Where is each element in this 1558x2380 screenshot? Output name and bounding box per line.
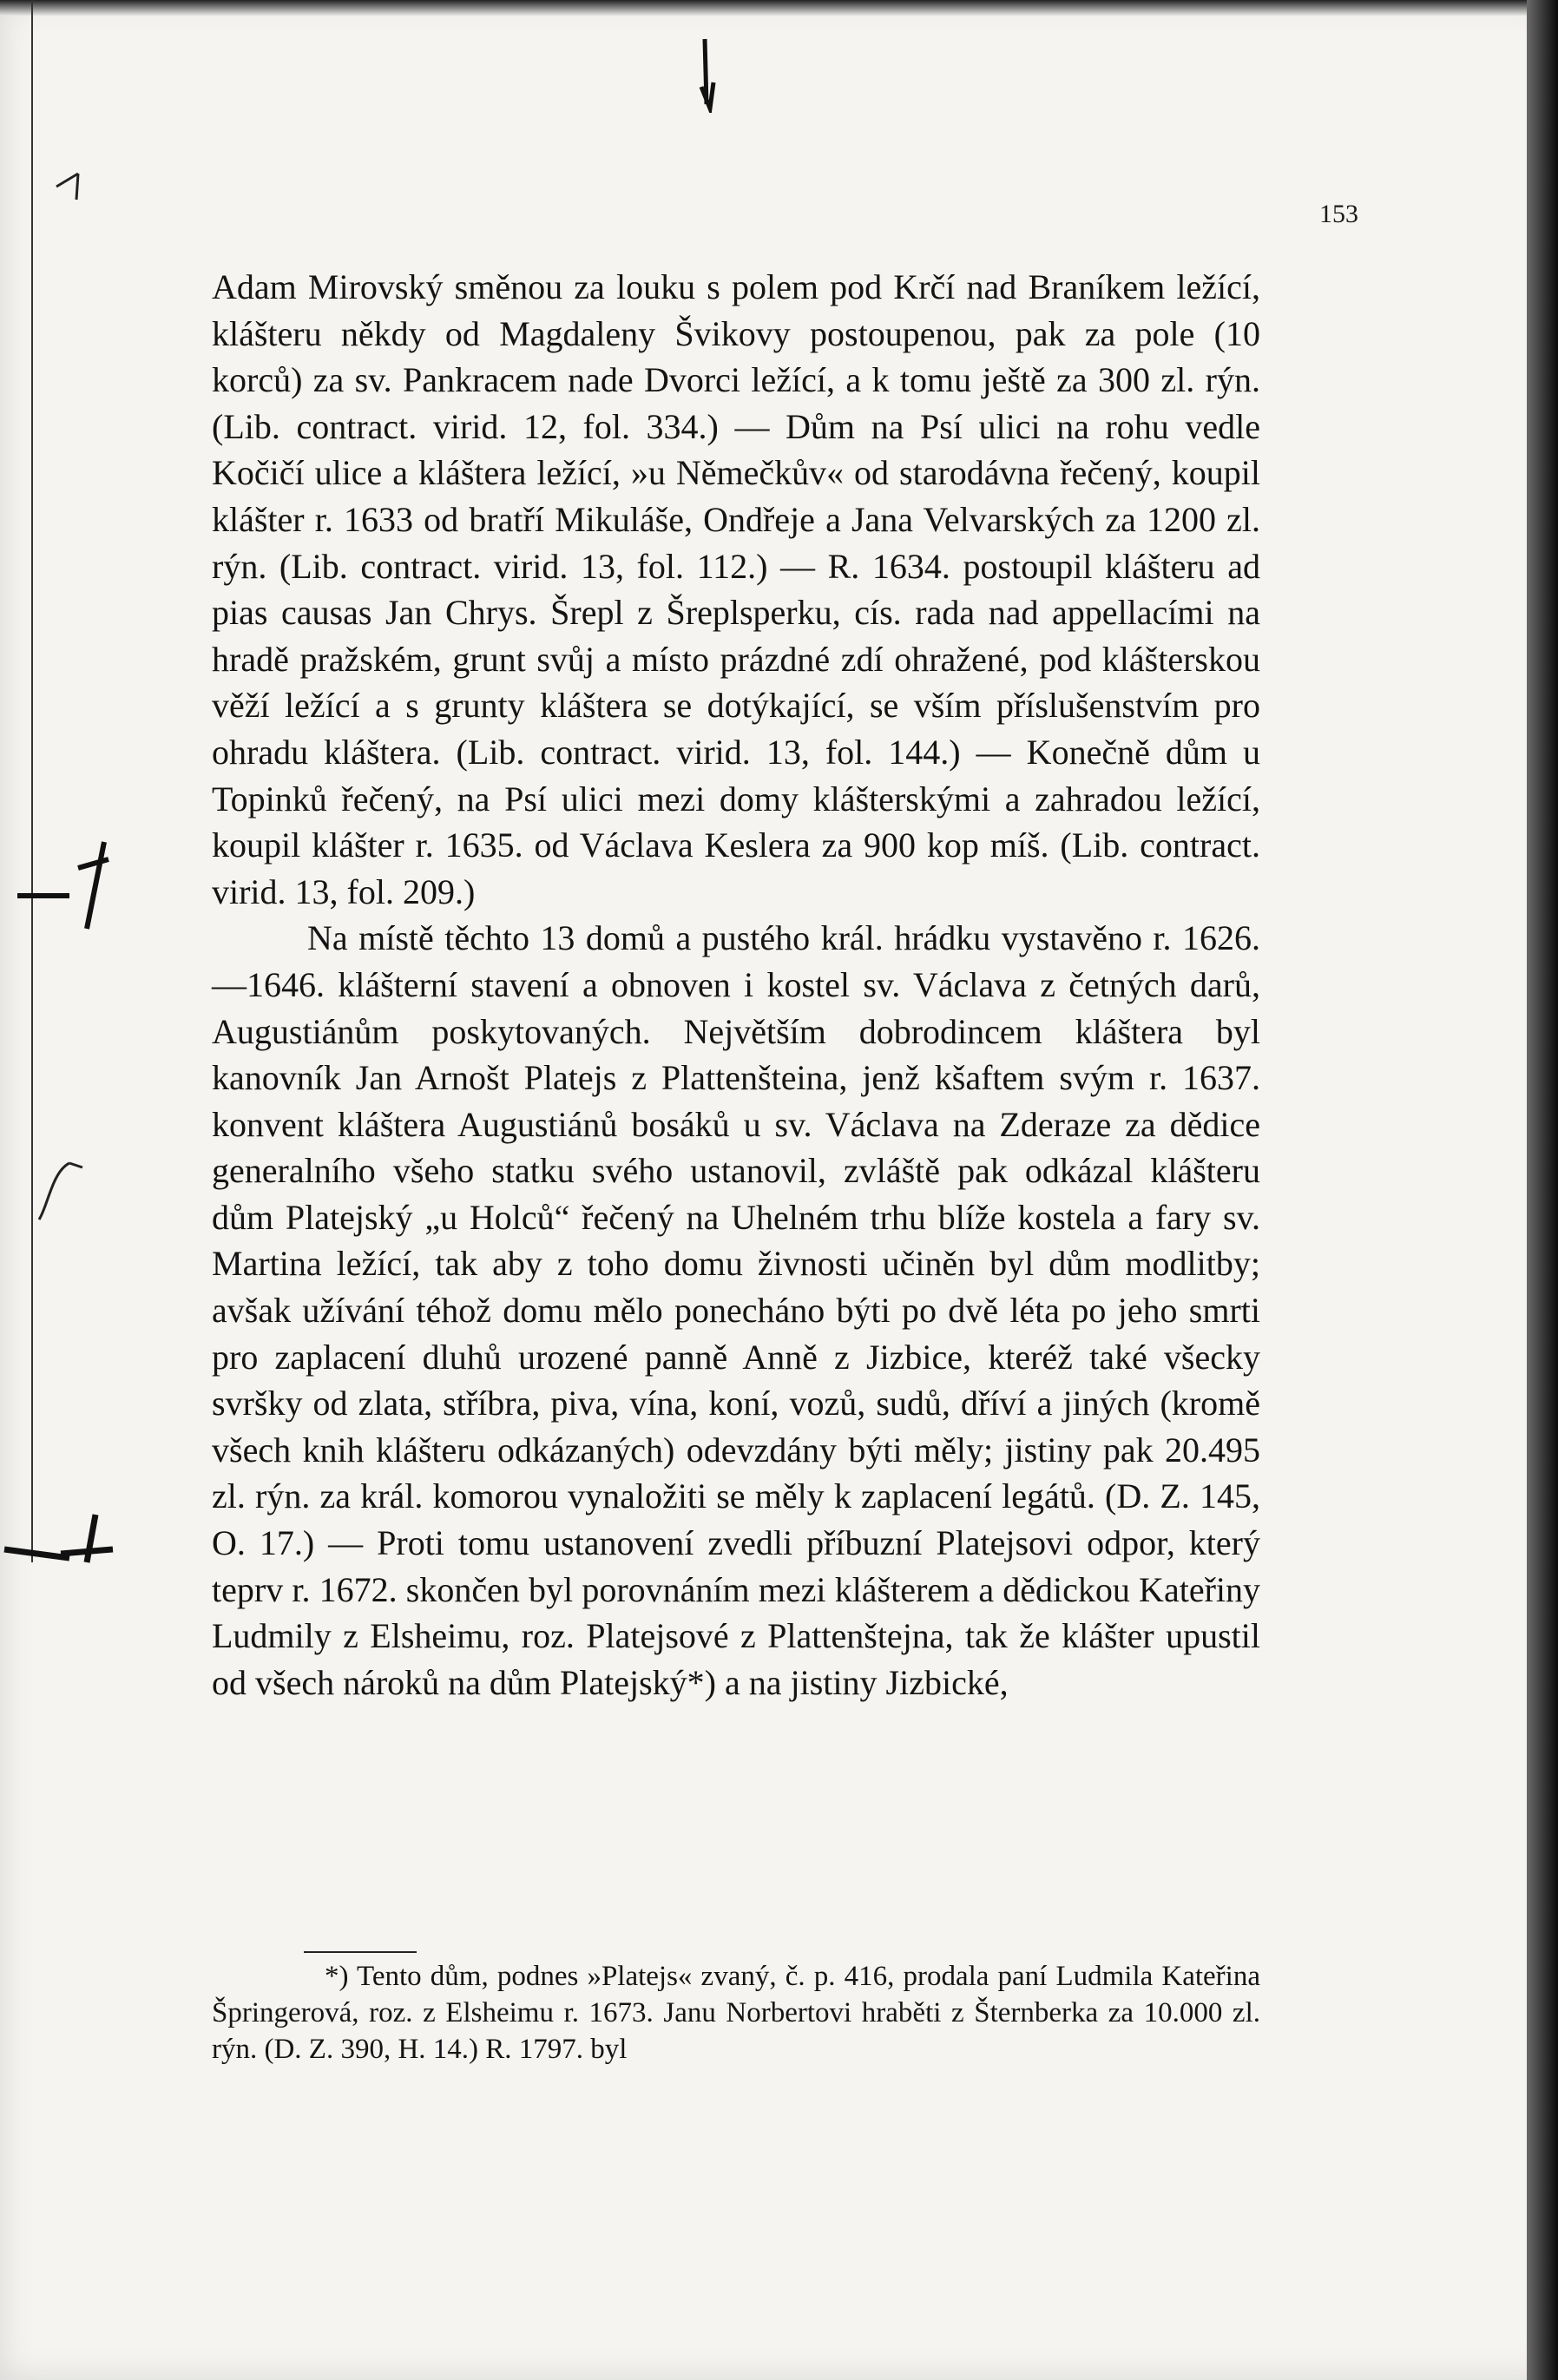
pencil-mark xyxy=(0,1510,122,1580)
pencil-mark xyxy=(52,165,87,208)
pencil-mark xyxy=(35,1154,87,1224)
scan-right-edge xyxy=(1527,0,1558,2380)
paragraph: Adam Mirovský směnou za louku s polem pod Krčí nad Braníkem ležící, klášteru někdy od Magdaleny Švikovy postoupenou, pak za pole (10 korců) za sv. Pankracem nade Dvorci ležící, a k tomu ještě za 300 zl. rýn. (Lib. contract. virid. 12, fol. 334.) — Dům na Psí ulici na rohu vedle Kočičí ulice a kláštera ležící, »u Němečkův« od starodávna řečený, koupil klášter r. 1633 od bratří Mikuláše, Ondřeje a Jana Velvarských za 1200 zl. rýn. (Lib. contract. virid. 13, fol. 112.) — R. 1634. postoupil klášteru ad pias causas Jan Chrys. Šrepl z Šreplsperku, cís. rada nad appellacími na hradě pražském, grunt svůj a místo prázdné zdí ohražené, pod klášterskou věží ležící a s grunty kláštera se dotýkající, se vším příslušenstvím pro ohradu kláštera. (Lib. contract. virid. 13, fol. 144.) — Konečně dům u Topinků řečený, na Psí ulici mezi domy klášterskými a zahradou ležící, koupil klášter r. 1635. od Václava Keslera za 900 kop míš. (Lib. contract. virid. 13, fol. 209.) xyxy=(212,267,1260,911)
pencil-mark xyxy=(694,35,720,113)
footnote-rule xyxy=(304,1951,417,1953)
page-number: 153 xyxy=(1319,200,1358,228)
footnote xyxy=(212,1958,1260,2068)
footnote-text: *) Tento dům, podnes »Platejs« zvaný, č. p. 416, prodala paní Ludmila Kateřina Špringerová, roz. z Elsheimu r. 1673. Janu Norbertovi hraběti z Šternberka za 10.000 zl. rýn. (D. Z. 390, H. 14.) R. 1797. byl xyxy=(212,1961,1260,2065)
pencil-mark xyxy=(17,833,113,937)
scan-top-edge xyxy=(0,0,1558,16)
body-text xyxy=(212,264,1260,1706)
paragraph: Na místě těchto 13 domů a pustého král. hrádku vystavěno r. 1626.—1646. klášterní stavení a obnoven i kostel sv. Václava z četných darů, Augustiánům poskytovaných. Největším dobrodincem kláštera byl kanovník Jan Arnošt Platejs z Plattenšteina, jenž kšaftem svým r. 1637. konvent kláštera Augustiánů bosáků u sv. Václava na Zderaze za dědice generalního všeho statku svého ustanovil, zvláště pak odkázal klášteru dům Platejský „u Holců“ řečený na Uhelném trhu blíže kostela a fary sv. Martina ležící, tak aby z toho domu živnosti učiněn byl dům modlitby; avšak užívání téhož domu mělo ponecháno býti po dvě léta po jeho smrti pro zaplacení dluhů urozené panně Anně z Jizbice, kteréž také všecky svršky od zlata, stříbra, piva, vína, koní, vozů, sudů, dříví a jiných (kromě všech knih klášteru odkázaných) odevzdány býti měly; jistiny pak 20.495 zl. rýn. za král. komorou vynaložiti se měly k zaplacení legátů. (D. Z. 145, O. 17.) — Proti tomu ustanovení zvedli příbuzní Platejsovi odpor, který teprv r. 1672. skončen byl porovnáním mezi klášterem a dědickou Kateřiny Ludmily z Elsheimu, roz. Platejsové z Plattenštejna, tak že klášter upustil od všech nároků na dům Platejský*) a na jistiny Jizbické, xyxy=(212,918,1260,1702)
margin-line xyxy=(31,0,33,1562)
